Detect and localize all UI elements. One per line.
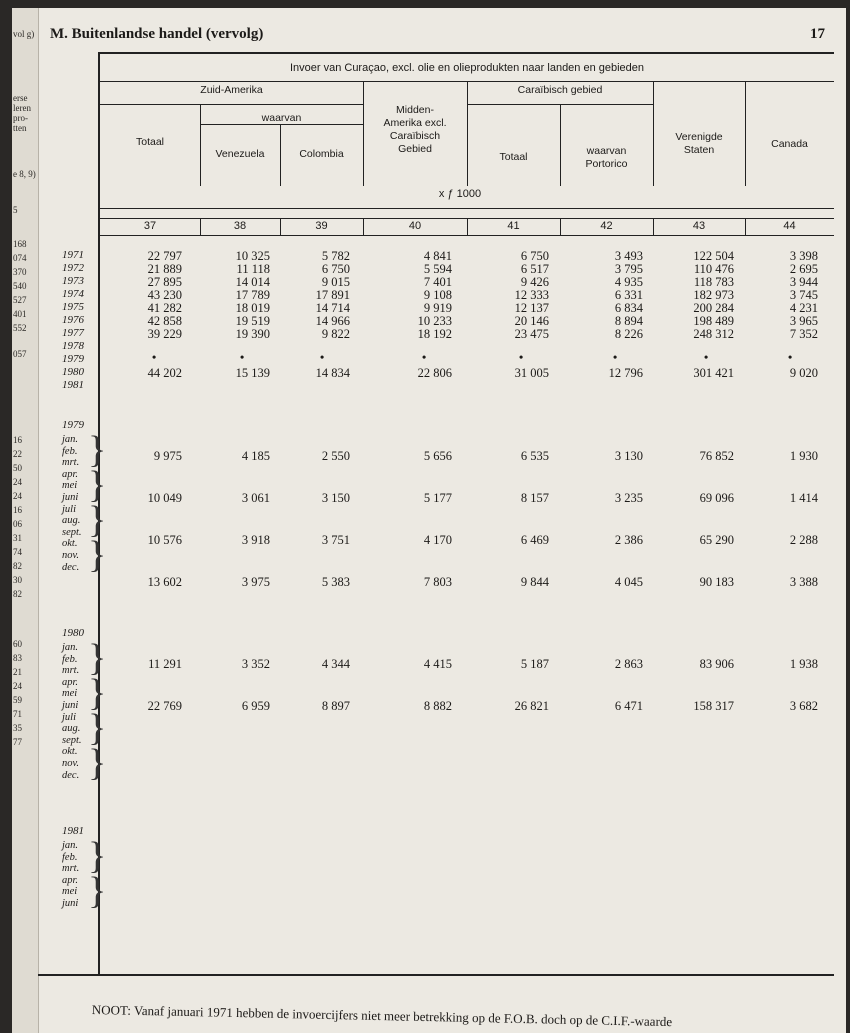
quarter-cell: 1 414 bbox=[789, 491, 818, 505]
annual-cell: 118 783 bbox=[693, 275, 734, 289]
quarter-brace: } bbox=[88, 707, 107, 749]
annual-cell: 39 229 bbox=[147, 327, 182, 341]
month-label: mrt. bbox=[62, 863, 80, 875]
year-label: 1978 bbox=[62, 340, 84, 352]
year-label: 1979 bbox=[62, 353, 84, 365]
year-label: 1974 bbox=[62, 288, 84, 300]
quarter-cell: 1 938 bbox=[789, 657, 818, 671]
strip-fragment: 370 bbox=[13, 267, 27, 277]
quarter-cell: 3 751 bbox=[321, 533, 350, 547]
group-zuid-amerika: Zuid-Amerika bbox=[200, 84, 263, 96]
annual-cell: 5 594 bbox=[423, 262, 452, 276]
quarter-cell: 2 863 bbox=[614, 657, 643, 671]
annual-cell: 8 226 bbox=[614, 327, 643, 341]
unit-label: x ƒ 1000 bbox=[438, 188, 482, 200]
annual-cell: 14 014 bbox=[235, 275, 270, 289]
quarter-cell: 26 821 bbox=[514, 699, 549, 713]
year-label: 1981 bbox=[62, 379, 84, 391]
quarter-cell: 4 415 bbox=[423, 657, 452, 671]
column-number: 44 bbox=[783, 220, 796, 232]
quarter-brace: } bbox=[88, 637, 107, 679]
strip-fragment: 057 bbox=[13, 349, 27, 359]
quarter-cell: 8 897 bbox=[321, 699, 350, 713]
annual-cell: 110 476 bbox=[693, 262, 734, 276]
annual-cell: 200 284 bbox=[693, 301, 734, 315]
page-number: 17 bbox=[810, 26, 825, 42]
strip-fragment: vol g) bbox=[13, 29, 35, 39]
quarter-brace: } bbox=[88, 499, 107, 541]
annual-cell: 2 695 bbox=[789, 262, 818, 276]
quarter-cell: 10 576 bbox=[147, 533, 182, 547]
annual-cell: 6 750 bbox=[520, 249, 549, 263]
annual-cell: 12 137 bbox=[514, 301, 549, 315]
annual-cell: 10 325 bbox=[235, 249, 270, 263]
quarter-cell: 83 906 bbox=[699, 657, 734, 671]
annual-cell: 44 202 bbox=[147, 366, 182, 380]
month-label: feb. bbox=[62, 653, 78, 665]
column-number: 43 bbox=[692, 220, 706, 232]
rule-top bbox=[98, 52, 834, 54]
column-number: 40 bbox=[408, 220, 422, 232]
section-header: M. Buitenlandse handel (vervolg) bbox=[50, 26, 264, 42]
quarter-cell: 2 386 bbox=[614, 533, 643, 547]
footnote: NOOT: Vanaf januari 1971 hebben de invoercijfers niet meer betrekking op de F.O.B. doch op de C.I.F.-waarde bbox=[91, 1002, 673, 1030]
annual-cell: 9 015 bbox=[321, 275, 350, 289]
annual-cell: 27 895 bbox=[147, 275, 182, 289]
annual-cell: 3 965 bbox=[789, 314, 818, 328]
year-label: 1972 bbox=[62, 262, 84, 274]
annual-cell: 42 858 bbox=[147, 314, 182, 328]
annual-cell: 6 750 bbox=[321, 262, 350, 276]
month-label: nov. bbox=[62, 758, 80, 769]
col-header-colombia: Colombia bbox=[299, 148, 344, 160]
annual-cell: 7 352 bbox=[789, 327, 818, 341]
annual-cell: 10 233 bbox=[417, 314, 452, 328]
quarter-cell: 3 352 bbox=[241, 657, 270, 671]
quarter-cell: 3 388 bbox=[789, 575, 818, 589]
month-label: mei bbox=[62, 886, 78, 898]
rule-colnum-top bbox=[98, 218, 834, 219]
strip-fragment: 24 bbox=[13, 491, 22, 501]
col-header-totaal: Totaal bbox=[135, 136, 165, 148]
quarter-cell: 158 317 bbox=[693, 699, 734, 713]
annual-cell: 9 020 bbox=[789, 366, 818, 380]
annual-cell: 301 421 bbox=[693, 366, 734, 380]
strip-fragment: erse bbox=[13, 93, 28, 103]
strip-fragment: 527 bbox=[13, 295, 27, 305]
month-label: nov. bbox=[62, 550, 80, 561]
rule-colnum-bottom bbox=[98, 235, 834, 236]
page bbox=[12, 8, 846, 1033]
table-title: Invoer van Curaçao, excl. olie en olieprodukten naar landen en gebieden bbox=[289, 62, 645, 74]
annual-cell: 41 282 bbox=[147, 301, 182, 315]
annual-cell: 43 230 bbox=[147, 288, 182, 302]
quarter-brace: } bbox=[88, 672, 107, 714]
annual-cell: 9 108 bbox=[423, 288, 452, 302]
quarter-cell: 2 550 bbox=[321, 449, 350, 463]
quarter-cell: 7 803 bbox=[423, 575, 452, 589]
annual-cell: 248 312 bbox=[693, 327, 734, 341]
annual-cell: 6 834 bbox=[614, 301, 643, 315]
dot-marker: • bbox=[152, 350, 157, 364]
quarter-cell: 3 130 bbox=[614, 449, 643, 463]
quarter-cell: 8 882 bbox=[423, 699, 452, 713]
quarter-brace: } bbox=[88, 464, 107, 506]
quarter-cell: 22 769 bbox=[147, 699, 182, 713]
strip-fragment: 82 bbox=[13, 589, 22, 599]
month-label: jan. bbox=[62, 434, 79, 445]
month-label: aug. bbox=[62, 515, 81, 527]
quarter-cell: 90 183 bbox=[699, 575, 734, 589]
rule-title-bottom bbox=[98, 81, 834, 82]
quarter-cell: 76 852 bbox=[699, 449, 734, 463]
quarter-cell: 4 344 bbox=[321, 657, 350, 671]
month-label: apr. bbox=[62, 874, 79, 886]
quarter-cell: 4 185 bbox=[241, 449, 270, 463]
col-header-venezuela: Venezuela bbox=[215, 148, 265, 160]
year-label: 1973 bbox=[62, 275, 84, 287]
strip-fragment: 21 bbox=[13, 667, 22, 677]
strip-fragment: 77 bbox=[13, 737, 22, 747]
strip-fragment: 35 bbox=[13, 723, 22, 733]
strip-fragment: 168 bbox=[13, 239, 27, 249]
annual-cell: 3 493 bbox=[614, 249, 643, 263]
section-year-label: 1981 bbox=[62, 825, 84, 837]
strip-fragment: 71 bbox=[13, 709, 22, 719]
section-year-label: 1980 bbox=[62, 627, 84, 639]
month-label: juni bbox=[62, 700, 79, 711]
annual-cell: 18 192 bbox=[417, 327, 452, 341]
strip-fragment: 83 bbox=[13, 653, 22, 663]
annual-cell: 17 789 bbox=[235, 288, 270, 302]
quarter-cell: 3 061 bbox=[241, 491, 270, 505]
quarter-cell: 10 049 bbox=[147, 491, 182, 505]
annual-cell: 6 331 bbox=[614, 288, 643, 302]
rule-bottom bbox=[38, 974, 834, 976]
strip-fragment: 50 bbox=[13, 463, 22, 473]
quarter-brace: } bbox=[88, 742, 107, 784]
annual-cell: 14 834 bbox=[315, 366, 350, 380]
quarter-cell: 11 291 bbox=[148, 657, 182, 671]
month-label: dec. bbox=[62, 561, 80, 573]
annual-cell: 22 797 bbox=[147, 249, 182, 263]
annual-cell: 9 822 bbox=[321, 327, 350, 341]
strip-fragment: 59 bbox=[13, 695, 22, 705]
strip-fragment: 24 bbox=[13, 477, 22, 487]
annual-cell: 5 782 bbox=[321, 249, 350, 263]
quarter-brace: } bbox=[88, 870, 107, 912]
quarter-cell: 6 535 bbox=[520, 449, 549, 463]
column-number: 39 bbox=[315, 220, 328, 232]
month-label: apr. bbox=[62, 468, 79, 480]
vline-7 bbox=[745, 81, 746, 186]
year-label: 1975 bbox=[62, 301, 84, 313]
month-label: mrt. bbox=[62, 665, 80, 677]
strip-fragment: 074 bbox=[13, 253, 27, 263]
month-label: jan. bbox=[62, 840, 79, 851]
quarter-cell: 3 150 bbox=[321, 491, 350, 505]
annual-cell: 4 841 bbox=[423, 249, 452, 263]
annual-cell: 198 489 bbox=[693, 314, 734, 328]
quarter-cell: 4 045 bbox=[614, 575, 643, 589]
month-label: aug. bbox=[62, 723, 81, 735]
dot-marker: • bbox=[320, 350, 325, 364]
annual-cell: 8 894 bbox=[614, 314, 643, 328]
quarter-cell: 5 656 bbox=[423, 449, 452, 463]
annual-cell: 4 231 bbox=[789, 301, 818, 315]
month-label: dec. bbox=[62, 769, 80, 781]
month-label: sept. bbox=[62, 734, 82, 746]
annual-cell: 31 005 bbox=[514, 366, 549, 380]
quarter-cell: 3 975 bbox=[241, 575, 270, 589]
annual-cell: 14 714 bbox=[315, 301, 350, 315]
strip-fragment: 31 bbox=[13, 533, 22, 543]
strip-fragment: 74 bbox=[13, 547, 22, 557]
strip-fragment: 540 bbox=[13, 281, 27, 291]
year-label: 1977 bbox=[62, 327, 84, 339]
month-label: okt. bbox=[62, 746, 78, 758]
annual-cell: 23 475 bbox=[514, 327, 549, 341]
quarter-cell: 3 682 bbox=[789, 699, 818, 713]
col-header-caraib-totaal: Totaal bbox=[499, 151, 528, 163]
month-label: juli bbox=[62, 711, 77, 723]
month-label: jan. bbox=[62, 642, 79, 653]
section-year-label: 1979 bbox=[62, 419, 84, 431]
strip-fragment: 16 bbox=[13, 435, 22, 445]
quarter-cell: 6 959 bbox=[241, 699, 270, 713]
month-label: apr. bbox=[62, 676, 79, 688]
column-number: 38 bbox=[233, 220, 247, 232]
month-label: feb. bbox=[62, 445, 78, 457]
annual-cell: 12 796 bbox=[608, 366, 643, 380]
quarter-cell: 3 918 bbox=[241, 533, 270, 547]
annual-cell: 182 973 bbox=[693, 288, 734, 302]
year-label: 1971 bbox=[62, 249, 84, 261]
month-label: juni bbox=[62, 898, 79, 909]
annual-cell: 7 401 bbox=[423, 275, 452, 289]
month-label: feb. bbox=[62, 851, 78, 863]
month-label: juli bbox=[62, 503, 77, 515]
annual-cell: 14 966 bbox=[315, 314, 350, 328]
quarter-cell: 9 844 bbox=[520, 575, 549, 589]
dot-marker: • bbox=[788, 350, 793, 364]
column-number: 42 bbox=[600, 220, 613, 232]
annual-cell: 19 390 bbox=[235, 327, 270, 341]
annual-cell: 11 118 bbox=[236, 262, 270, 276]
annual-cell: 21 889 bbox=[147, 262, 182, 276]
quarter-cell: 1 930 bbox=[789, 449, 818, 463]
month-label: mei bbox=[62, 480, 78, 492]
month-label: mrt. bbox=[62, 457, 80, 469]
strip-fragment: e 8, 9) bbox=[13, 169, 36, 179]
quarter-brace: } bbox=[88, 534, 107, 576]
dot-marker: • bbox=[422, 350, 427, 364]
strip-fragment: 401 bbox=[13, 309, 27, 319]
month-label: sept. bbox=[62, 526, 82, 538]
strip-fragment: tten bbox=[13, 123, 27, 133]
strip-fragment: 60 bbox=[13, 639, 22, 649]
annual-cell: 3 944 bbox=[789, 275, 818, 289]
dot-marker: • bbox=[704, 350, 709, 364]
quarter-cell: 6 471 bbox=[614, 699, 643, 713]
col-header-canada: Canada bbox=[771, 138, 808, 150]
column-number: 41 bbox=[507, 220, 520, 232]
dot-marker: • bbox=[519, 350, 524, 364]
dot-marker: • bbox=[613, 350, 618, 364]
quarter-brace: } bbox=[88, 835, 107, 877]
annual-cell: 20 146 bbox=[514, 314, 549, 328]
quarter-brace: } bbox=[88, 429, 107, 471]
month-label: okt. bbox=[62, 538, 78, 550]
quarter-cell: 3 235 bbox=[614, 491, 643, 505]
quarter-cell: 9 975 bbox=[153, 449, 182, 463]
group-caraibisch-gebied: Caraïbisch gebied bbox=[517, 84, 603, 96]
quarter-cell: 4 170 bbox=[423, 533, 452, 547]
strip-fragment: 24 bbox=[13, 681, 22, 691]
annual-cell: 12 333 bbox=[514, 288, 549, 302]
annual-cell: 9 426 bbox=[520, 275, 549, 289]
strip-fragment: 5 bbox=[13, 205, 18, 215]
col-header-midden-amerika: Midden- Amerika excl. Caraïbisch Gebied bbox=[383, 104, 447, 155]
quarter-cell: 2 288 bbox=[789, 533, 818, 547]
annual-cell: 3 745 bbox=[789, 288, 818, 302]
annual-cell: 3 795 bbox=[614, 262, 643, 276]
strip-fragment: 22 bbox=[13, 449, 22, 459]
strip-fragment: 552 bbox=[13, 323, 27, 333]
quarter-cell: 8 157 bbox=[520, 491, 549, 505]
quarter-cell: 5 383 bbox=[321, 575, 350, 589]
col-header-verenigde-staten: Verenigde Staten bbox=[675, 131, 723, 156]
column-number: 37 bbox=[143, 220, 157, 232]
previous-page-strip bbox=[12, 8, 39, 1033]
annual-cell: 19 519 bbox=[235, 314, 270, 328]
waarvan-label: waarvan bbox=[261, 112, 302, 124]
strip-fragment: 82 bbox=[13, 561, 22, 571]
strip-fragment: pro- bbox=[13, 113, 28, 123]
annual-cell: 122 504 bbox=[693, 249, 734, 263]
annual-cell: 22 806 bbox=[417, 366, 452, 380]
strip-fragment: 16 bbox=[13, 505, 22, 515]
quarter-cell: 69 096 bbox=[699, 491, 734, 505]
quarter-cell: 5 177 bbox=[423, 491, 452, 505]
annual-cell: 6 517 bbox=[520, 262, 549, 276]
quarter-cell: 13 602 bbox=[147, 575, 182, 589]
year-label: 1980 bbox=[62, 366, 84, 378]
annual-cell: 17 891 bbox=[315, 288, 350, 302]
annual-cell: 3 398 bbox=[789, 249, 818, 263]
strip-fragment: 30 bbox=[13, 575, 22, 585]
strip-fragment: leren bbox=[13, 103, 31, 113]
quarter-cell: 6 469 bbox=[520, 533, 549, 547]
month-label: mei bbox=[62, 688, 78, 700]
annual-cell: 15 139 bbox=[235, 366, 270, 380]
rule-subgroup bbox=[98, 104, 363, 105]
strip-fragment: 06 bbox=[13, 519, 22, 529]
rule-header-bottom bbox=[98, 208, 834, 209]
col-header-portorico: waarvan Portorico bbox=[585, 145, 628, 170]
annual-cell: 4 935 bbox=[614, 275, 643, 289]
dot-marker: • bbox=[240, 350, 245, 364]
month-label: juni bbox=[62, 492, 79, 503]
annual-cell: 9 919 bbox=[423, 301, 452, 315]
quarter-cell: 5 187 bbox=[520, 657, 549, 671]
year-label: 1976 bbox=[62, 314, 84, 326]
annual-cell: 18 019 bbox=[235, 301, 270, 315]
quarter-cell: 65 290 bbox=[699, 533, 734, 547]
